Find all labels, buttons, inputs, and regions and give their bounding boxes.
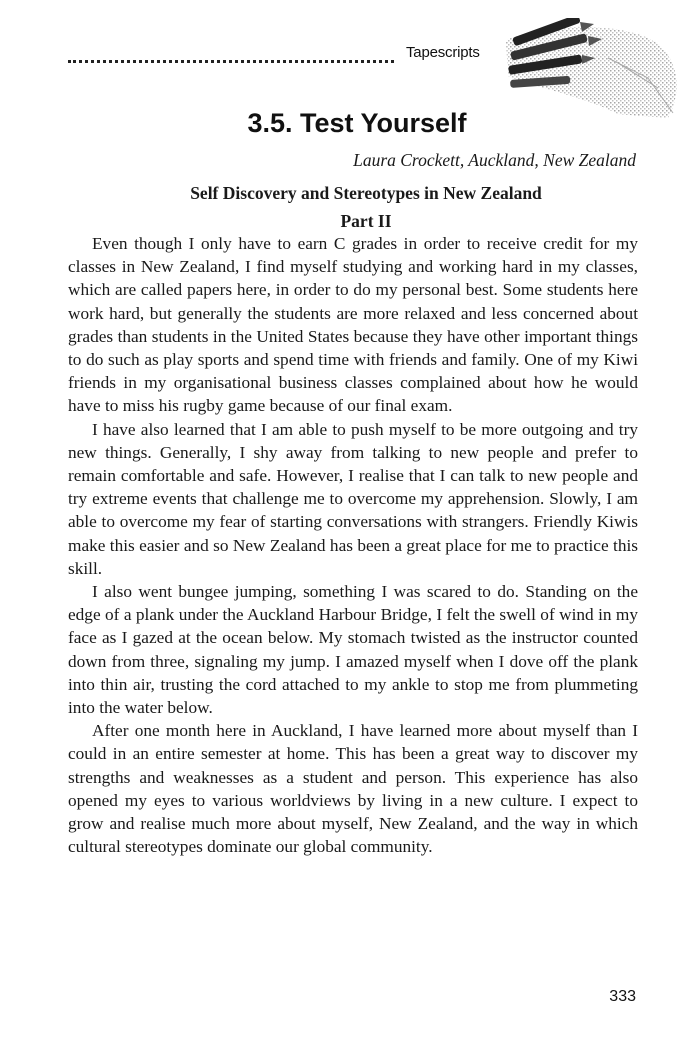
paragraph-4: After one month here in Auckland, I have learned more about myself than I could in an entire semester at home. This has been a great way to discover my strengths and weaknesses as a student and person. This experience has also opened my eyes to various worldviews by living in a new culture. I expect to grow and realise much more about myself, New Zealand, and the way in which cultural stereotypes dominate our global community. [68, 721, 638, 857]
exercise-heading: 3.5. Test Yourself [247, 108, 467, 138]
article-title: Self Discovery and Stereotypes in New Zealand [190, 183, 542, 203]
section-label: Tapescripts [406, 44, 480, 61]
author-byline: Laura Crockett, Auckland, New Zealand [353, 150, 636, 170]
page-number: 333 [609, 988, 636, 1005]
part-label: Part II [340, 211, 392, 231]
article-body [68, 232, 638, 858]
running-header [68, 40, 498, 70]
paragraph-2: I have also learned that I am able to push myself to be more outgoing and try new things. Generally, I shy away from talking to new people and prefer to remain comfortable and safe. However, I realise that I can talk to new people and try extreme events that challenge me to overcome my apprehension. Slowly, I am able to overcome my fear of starting conversations with strangers. Friendly Kiwis make this easier and so New Zealand has been a great place for me to practice this skill. [68, 419, 638, 578]
dotted-leader [68, 60, 394, 63]
paragraph-3: I also went bungee jumping, something I was scared to do. Standing on the edge of a plank under the Auckland Harbour Bridge, I felt the swell of wind in my face as I gazed at the ocean below. My stomach twisted as the instructor counted down from three, signaling my jump. I amazed myself when I dove off the plank into thin air, trusting the cord attached to my ankle to stop me from plummeting into the water below. [68, 582, 638, 718]
paragraph-1: Even though I only have to earn C grades in order to receive credit for my classes in New Zealand, I find myself studying and working hard in my classes, which are called papers here, in order to do my personal best. Some students here work hard, but generally the students are more relaxed and less concerned about grades than students in the United States because they have other important things to do such as play sports and spend time with friends and family. One of my Kiwi friends in my organisational business classes complained about how he would have to miss his rugby game because of our final exam. [68, 234, 638, 416]
